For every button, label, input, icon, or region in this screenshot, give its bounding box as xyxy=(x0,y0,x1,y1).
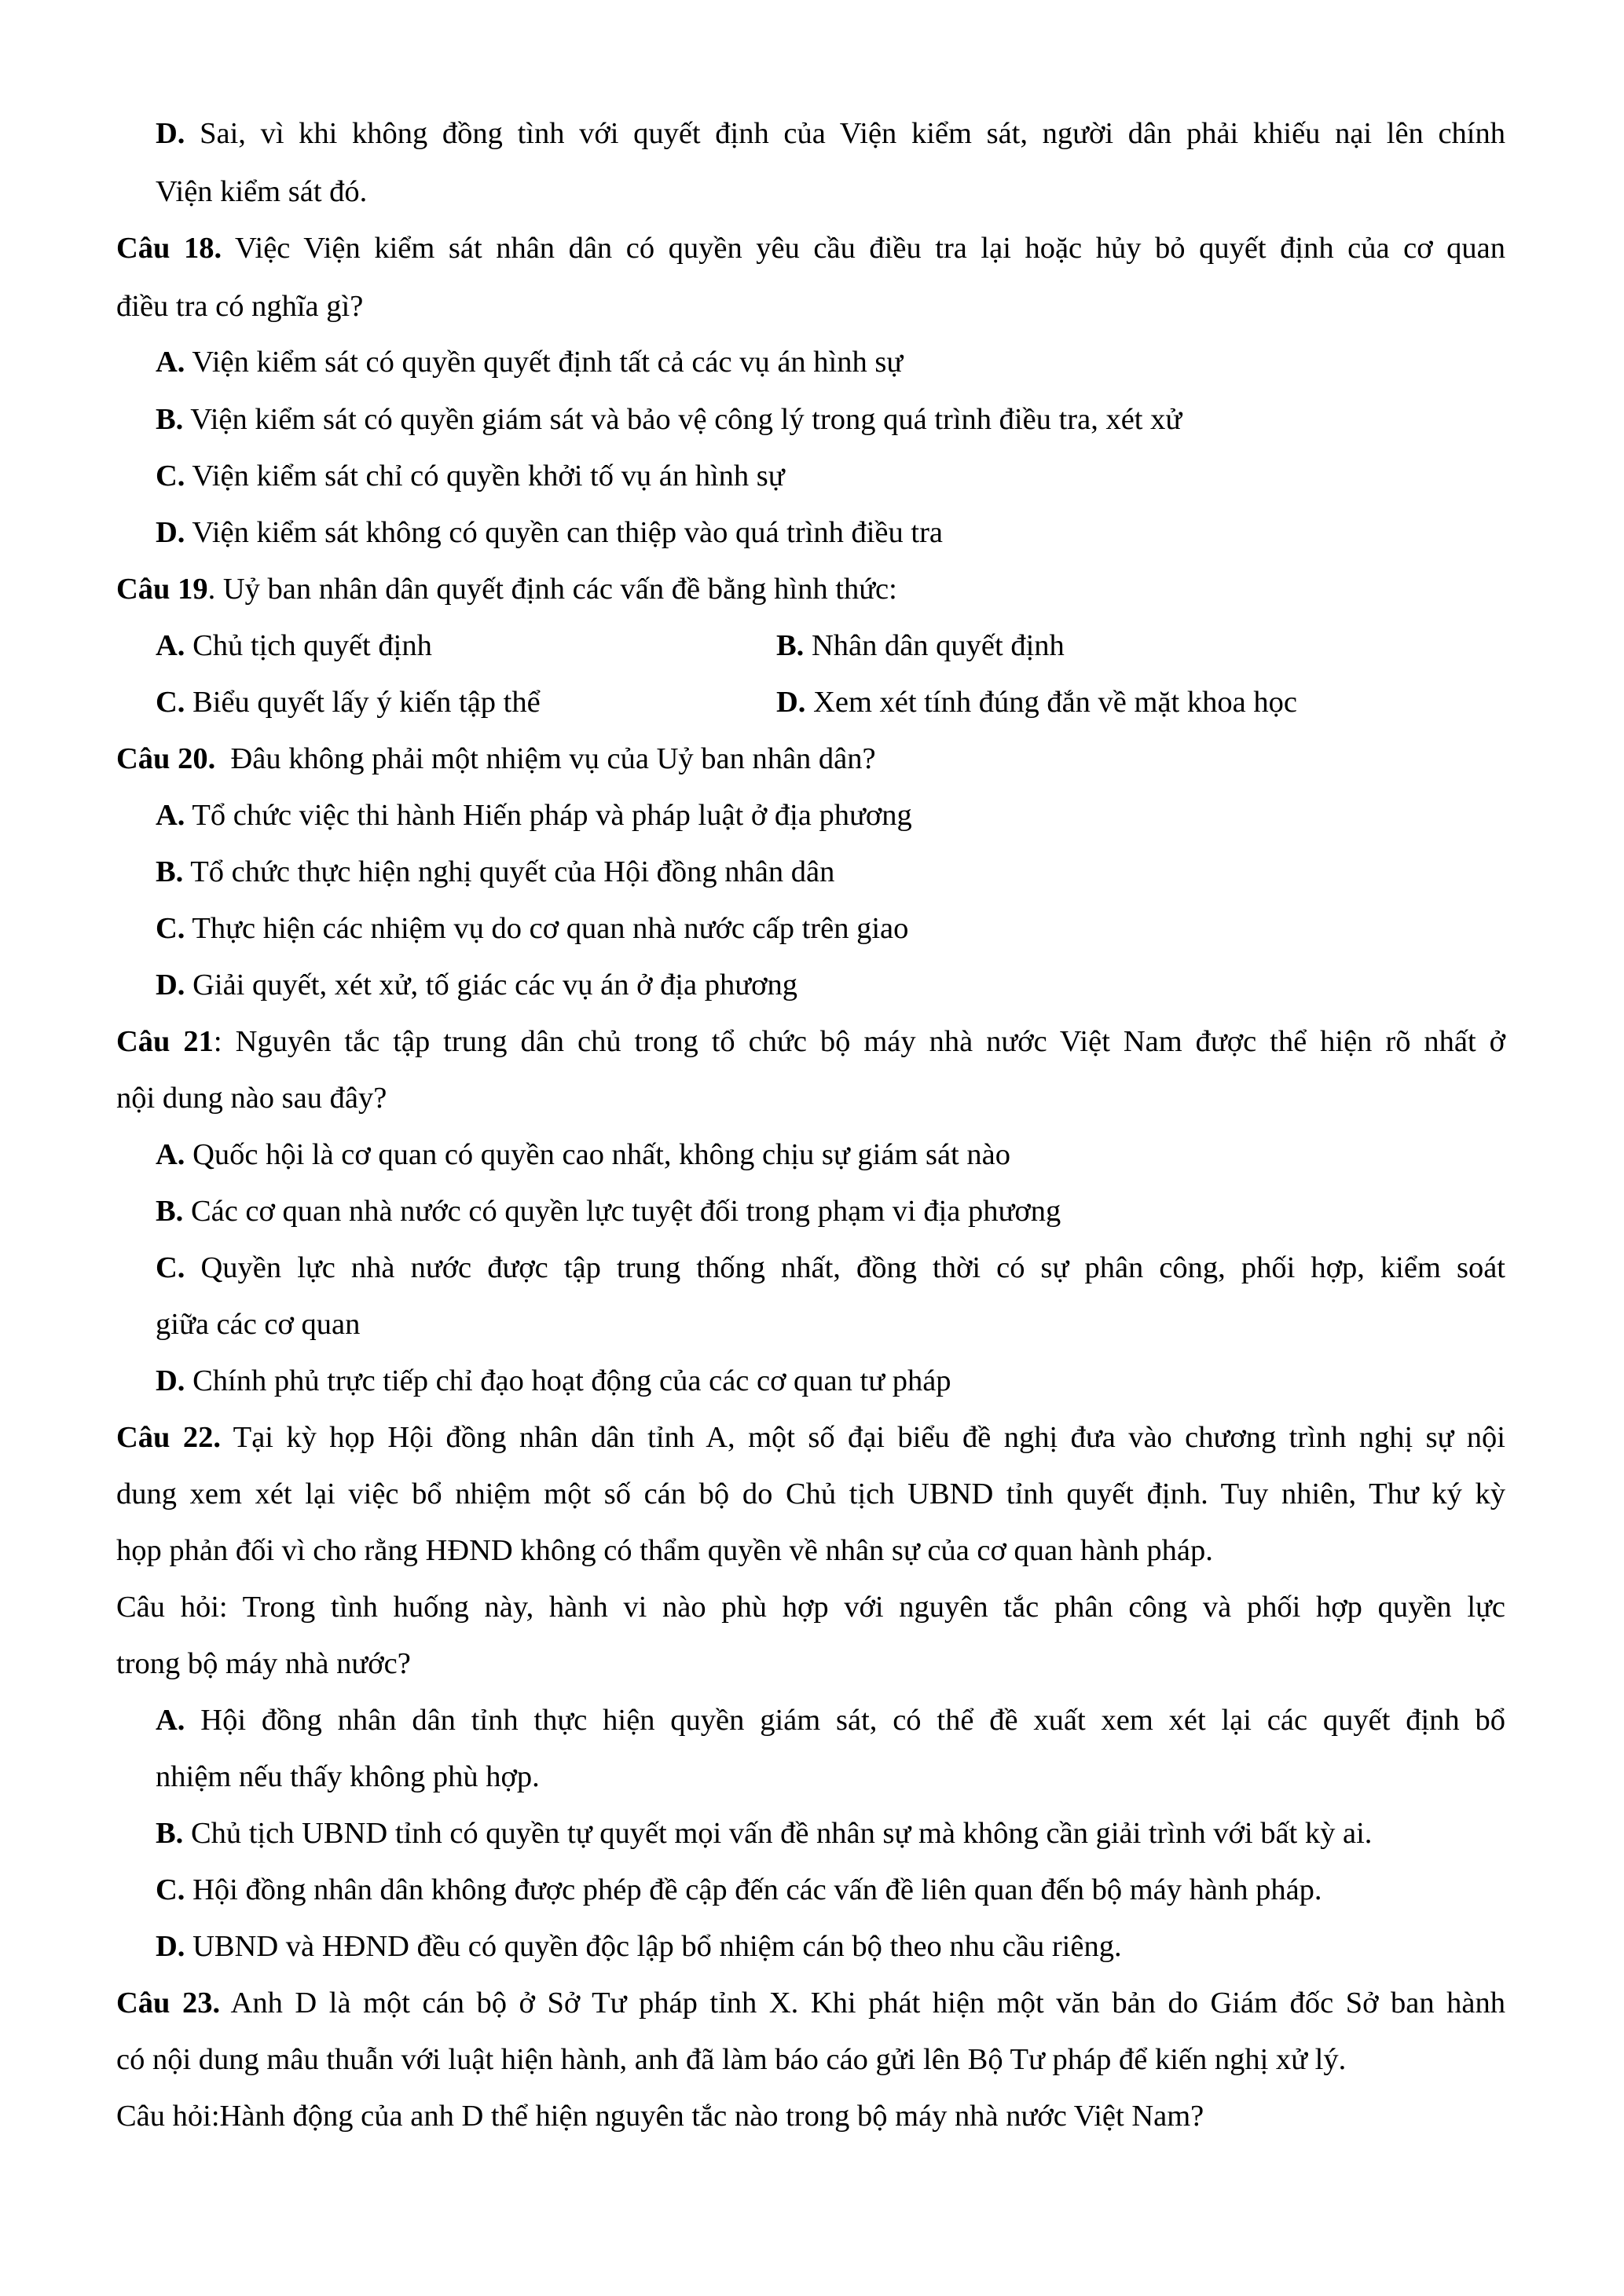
option-text: nhiệm nếu thấy không phù hợp. xyxy=(156,1760,540,1793)
option-label: D. xyxy=(156,1364,185,1397)
question-21 xyxy=(116,1023,1505,1060)
question-text: : Nguyên tắc tập trung dân chủ trong tổ chức bộ máy nhà nước Việt Nam được thể hiện rõ nhất ở xyxy=(213,1025,1505,1058)
option-label: D. xyxy=(156,516,185,549)
option-a xyxy=(156,627,432,665)
option-label: B. xyxy=(156,1195,184,1228)
option-text: Hội đồng nhân dân tỉnh thực hiện quyền giám sát, có thể đề xuất xem xét lại các quyết định bổ xyxy=(185,1704,1505,1737)
question-text: dung xem xét lại việc bổ nhiệm một số cán bộ do Chủ tịch UBND tỉnh quyết định. Tuy nhiên, Thư ký kỳ xyxy=(116,1478,1505,1511)
option-label: C. xyxy=(156,1251,185,1284)
question-19 xyxy=(116,570,1505,608)
option-c-cont xyxy=(156,1305,1505,1343)
option-text: Chủ tịch quyết định xyxy=(185,629,432,662)
option-label: A. xyxy=(156,1138,185,1171)
option-label: D. xyxy=(156,117,185,150)
option-label: D. xyxy=(156,969,185,1002)
option-text: Chính phủ trực tiếp chỉ đạo hoạt động của các cơ quan tư pháp xyxy=(185,1364,951,1397)
option-text: giữa các cơ quan xyxy=(156,1308,361,1341)
question-text: Anh D là một cán bộ ở Sở Tư pháp tỉnh X. Khi phát hiện một văn bản do Giám đốc Sở ban hành xyxy=(220,1987,1505,2020)
question-label: Câu 22. xyxy=(116,1421,221,1454)
question-text: . Uỷ ban nhân dân quyết định các vấn đề bằng hình thức: xyxy=(207,573,897,606)
option-text: Viện kiểm sát có quyền giám sát và bảo vệ công lý trong quá trình điều tra, xét xử xyxy=(183,403,1182,436)
question-text: nội dung nào sau đây? xyxy=(116,1082,387,1115)
question-text: Câu hỏi: Trong tình huống này, hành vi nào phù hợp với nguyên tắc phân công và phối hợp quyền lực xyxy=(116,1591,1505,1624)
question-23 xyxy=(116,1984,1505,2022)
option-a xyxy=(156,796,1505,834)
option-b xyxy=(156,853,1505,891)
option-text: Viện kiểm sát không có quyền can thiệp vào quá trình điều tra xyxy=(185,516,944,549)
option-label: C. xyxy=(156,912,185,945)
question-text: điều tra có nghĩa gì? xyxy=(116,290,364,323)
option-d xyxy=(156,1362,1505,1400)
option-label: B. xyxy=(776,629,805,662)
option-label: B. xyxy=(156,403,184,436)
question-label: Câu 19 xyxy=(116,573,208,606)
option-a-cont xyxy=(156,1758,1505,1796)
question-18-cont xyxy=(116,287,1505,325)
option-d xyxy=(776,683,1297,721)
option-d xyxy=(156,966,1505,1004)
option-label: C. xyxy=(156,686,185,719)
option-c xyxy=(156,457,1505,495)
option-text: Biểu quyết lấy ý kiến tập thể xyxy=(185,686,541,719)
question-22-cont xyxy=(116,1532,1505,1569)
option-b xyxy=(156,1192,1505,1230)
option-label: A. xyxy=(156,629,185,662)
option-text: Các cơ quan nhà nước có quyền lực tuyệt đối trong phạm vi địa phương xyxy=(183,1195,1061,1228)
option-text: Tổ chức việc thi hành Hiến pháp và pháp luật ở địa phương xyxy=(185,799,912,832)
option-label: C. xyxy=(156,1873,185,1906)
option-text: Nhân dân quyết định xyxy=(804,629,1065,662)
question-text: Tại kỳ họp Hội đồng nhân dân tỉnh A, một số đại biểu đề nghị đưa vào chương trình nghị sự nội xyxy=(220,1421,1505,1454)
option-label: A. xyxy=(156,799,185,832)
question-20 xyxy=(116,740,1505,778)
option-b xyxy=(156,1814,1505,1852)
option-text: Viện kiểm sát đó. xyxy=(156,175,368,208)
option-text: Sai, vì khi không đồng tình với quyết định của Viện kiểm sát, người dân phải khiếu nại lên chính xyxy=(185,117,1505,150)
question-23-cont xyxy=(116,2041,1505,2078)
option-c xyxy=(156,683,541,721)
option-text: Viện kiểm sát có quyền quyết định tất cả các vụ án hình sự xyxy=(185,346,904,379)
option-d xyxy=(156,514,1505,551)
option-text: Tổ chức thực hiện nghị quyết của Hội đồng nhân dân xyxy=(183,855,835,888)
option-label: C. xyxy=(156,460,185,493)
question-22-cont xyxy=(116,1475,1505,1513)
option-text: Chủ tịch UBND tỉnh có quyền tự quyết mọi vấn đề nhân sự mà không cần giải trình với bất kỳ ai. xyxy=(183,1817,1373,1850)
question-text: Việc Viện kiểm sát nhân dân có quyền yêu cầu điều tra lại hoặc hủy bỏ quyết định của cơ quan xyxy=(222,232,1505,265)
option-text: Quốc hội là cơ quan có quyền cao nhất, không chịu sự giám sát nào xyxy=(185,1138,1010,1171)
option-a xyxy=(156,1136,1505,1174)
option-label: A. xyxy=(156,346,185,379)
question-label: Câu 23. xyxy=(116,1987,221,2020)
option-d-line xyxy=(156,173,1505,211)
question-22-prompt-cont xyxy=(116,1645,1505,1683)
option-b xyxy=(156,401,1505,438)
option-c xyxy=(156,1871,1505,1909)
question-22-prompt xyxy=(116,1588,1505,1626)
option-label: A. xyxy=(156,1704,185,1737)
option-text: Viện kiểm sát chỉ có quyền khởi tố vụ án hình sự xyxy=(185,460,785,493)
option-text: UBND và HĐND đều có quyền độc lập bổ nhiệm cán bộ theo nhu cầu riêng. xyxy=(185,1930,1122,1963)
question-23-prompt xyxy=(116,2097,1505,2135)
option-c xyxy=(156,1249,1505,1287)
option-c xyxy=(156,910,1505,947)
option-label: B. xyxy=(156,1817,184,1850)
question-22 xyxy=(116,1419,1505,1456)
option-d-line xyxy=(156,115,1505,152)
option-text: Giải quyết, xét xử, tố giác các vụ án ở địa phương xyxy=(185,969,797,1002)
question-text: Đâu không phải một nhiệm vụ của Uỷ ban nhân dân? xyxy=(215,742,876,775)
option-text: Quyền lực nhà nước được tập trung thống nhất, đồng thời có sự phân công, phối hợp, kiểm soát xyxy=(185,1251,1505,1284)
question-text: Câu hỏi:Hành động của anh D thể hiện nguyên tắc nào trong bộ máy nhà nước Việt Nam? xyxy=(116,2100,1204,2133)
question-label: Câu 21 xyxy=(116,1025,214,1058)
option-label: D. xyxy=(156,1930,185,1963)
question-label: Câu 18. xyxy=(116,232,222,265)
option-label: D. xyxy=(776,686,806,719)
question-text: trong bộ máy nhà nước? xyxy=(116,1647,411,1680)
option-text: Hội đồng nhân dân không được phép đề cập đến các vấn đề liên quan đến bộ máy hành pháp. xyxy=(185,1873,1322,1906)
option-text: Thực hiện các nhiệm vụ do cơ quan nhà nước cấp trên giao xyxy=(185,912,909,945)
option-text: Xem xét tính đúng đắn về mặt khoa học xyxy=(805,686,1297,719)
option-label: B. xyxy=(156,855,184,888)
option-b xyxy=(776,627,1065,665)
question-21-cont xyxy=(116,1079,1505,1117)
question-text: họp phản đối vì cho rằng HĐND không có thẩm quyền về nhân sự của cơ quan hành pháp. xyxy=(116,1534,1213,1567)
question-label: Câu 20. xyxy=(116,742,216,775)
option-a xyxy=(156,1701,1505,1739)
option-d xyxy=(156,1928,1505,1965)
question-text: có nội dung mâu thuẫn với luật hiện hành, anh đã làm báo cáo gửi lên Bộ Tư pháp để kiến nghị xử lý. xyxy=(116,2043,1347,2076)
question-18 xyxy=(116,229,1505,267)
option-a xyxy=(156,343,1505,381)
